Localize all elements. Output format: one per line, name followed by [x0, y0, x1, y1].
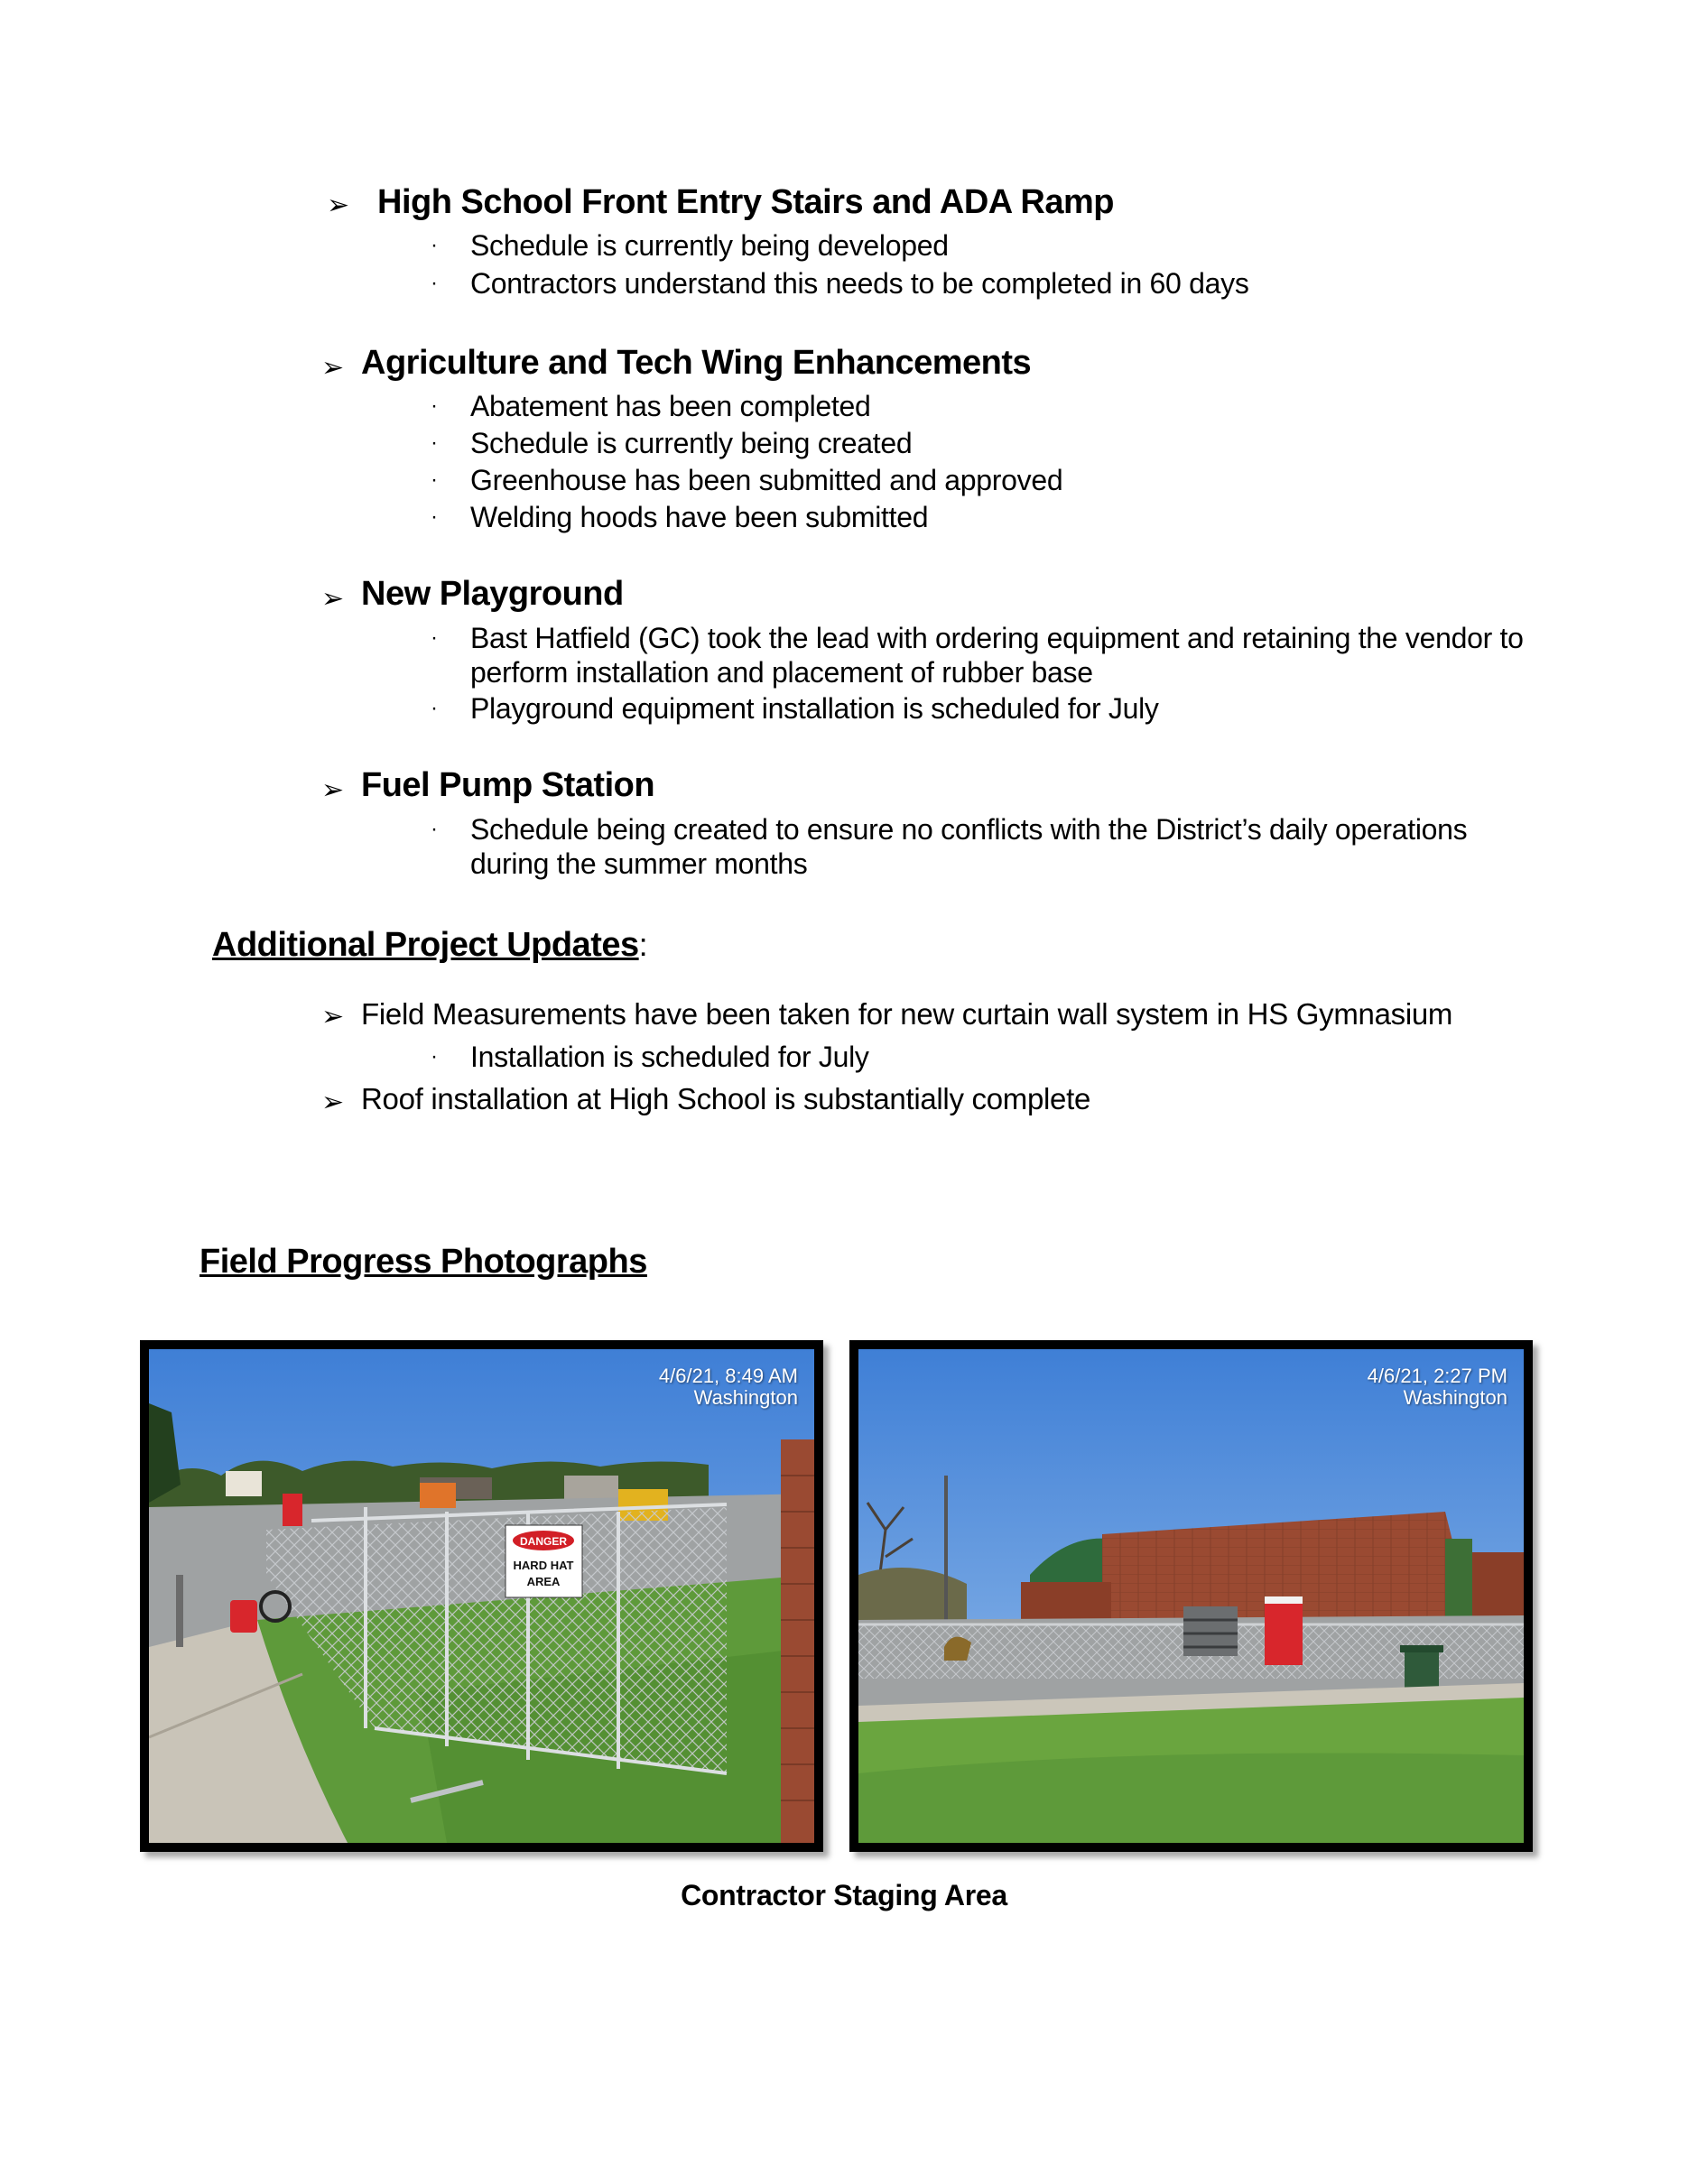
- dot-bullet-icon: ·: [431, 233, 438, 257]
- section-heading-new-playground: New Playground: [361, 575, 624, 613]
- update-roof-installation: Roof installation at High School is substantially complete: [361, 1082, 1091, 1115]
- section-heading-fuel-pump: Fuel Pump Station: [361, 766, 655, 804]
- dot-bullet-icon: ·: [431, 817, 438, 841]
- sign-line1-text: HARD HAT: [513, 1559, 574, 1572]
- arrow-bullet-icon: ➢: [321, 352, 345, 384]
- dot-bullet-icon: ·: [431, 393, 438, 418]
- arrow-bullet-icon: ➢: [321, 583, 345, 615]
- update-curtain-wall: Field Measurements have been taken for new curtain wall system in HS Gymnasium: [361, 997, 1453, 1031]
- dot-bullet-icon: ·: [431, 696, 438, 720]
- photo-timestamp: 4/6/21, 8:49 AM Washington: [658, 1365, 798, 1409]
- dot-bullet-icon: ·: [431, 1044, 438, 1069]
- site-photo-gymnasium-image: [858, 1349, 1524, 1843]
- dot-bullet-icon: ·: [431, 625, 438, 650]
- site-photo-gymnasium: [849, 1340, 1533, 1852]
- photos-caption: Contractor Staging Area: [681, 1879, 1007, 1911]
- photos-heading: Field Progress Photographs: [199, 1243, 647, 1281]
- dot-bullet-icon: ·: [431, 430, 438, 455]
- arrow-bullet-icon: ➢: [321, 1001, 345, 1032]
- dot-bullet-icon: ·: [431, 271, 438, 295]
- site-photo-fence-image: [149, 1349, 814, 1843]
- arrow-bullet-icon: ➢: [327, 190, 350, 221]
- sign-line2-text: AREA: [526, 1575, 561, 1588]
- additional-updates-heading: Additional Project Updates:: [212, 926, 648, 964]
- dot-bullet-icon: ·: [431, 504, 438, 529]
- section-heading-ag-tech-wing: Agriculture and Tech Wing Enhancements: [361, 344, 1032, 382]
- dot-bullet-icon: ·: [431, 467, 438, 492]
- site-photo-fence: [140, 1340, 823, 1852]
- arrow-bullet-icon: ➢: [321, 1087, 345, 1118]
- sign-danger-text: DANGER: [519, 1535, 568, 1548]
- arrow-bullet-icon: ➢: [321, 774, 345, 806]
- section-heading-ada-ramp: High School Front Entry Stairs and ADA Ramp: [377, 183, 1114, 221]
- photo-timestamp: 4/6/21, 2:27 PM Washington: [1367, 1365, 1507, 1409]
